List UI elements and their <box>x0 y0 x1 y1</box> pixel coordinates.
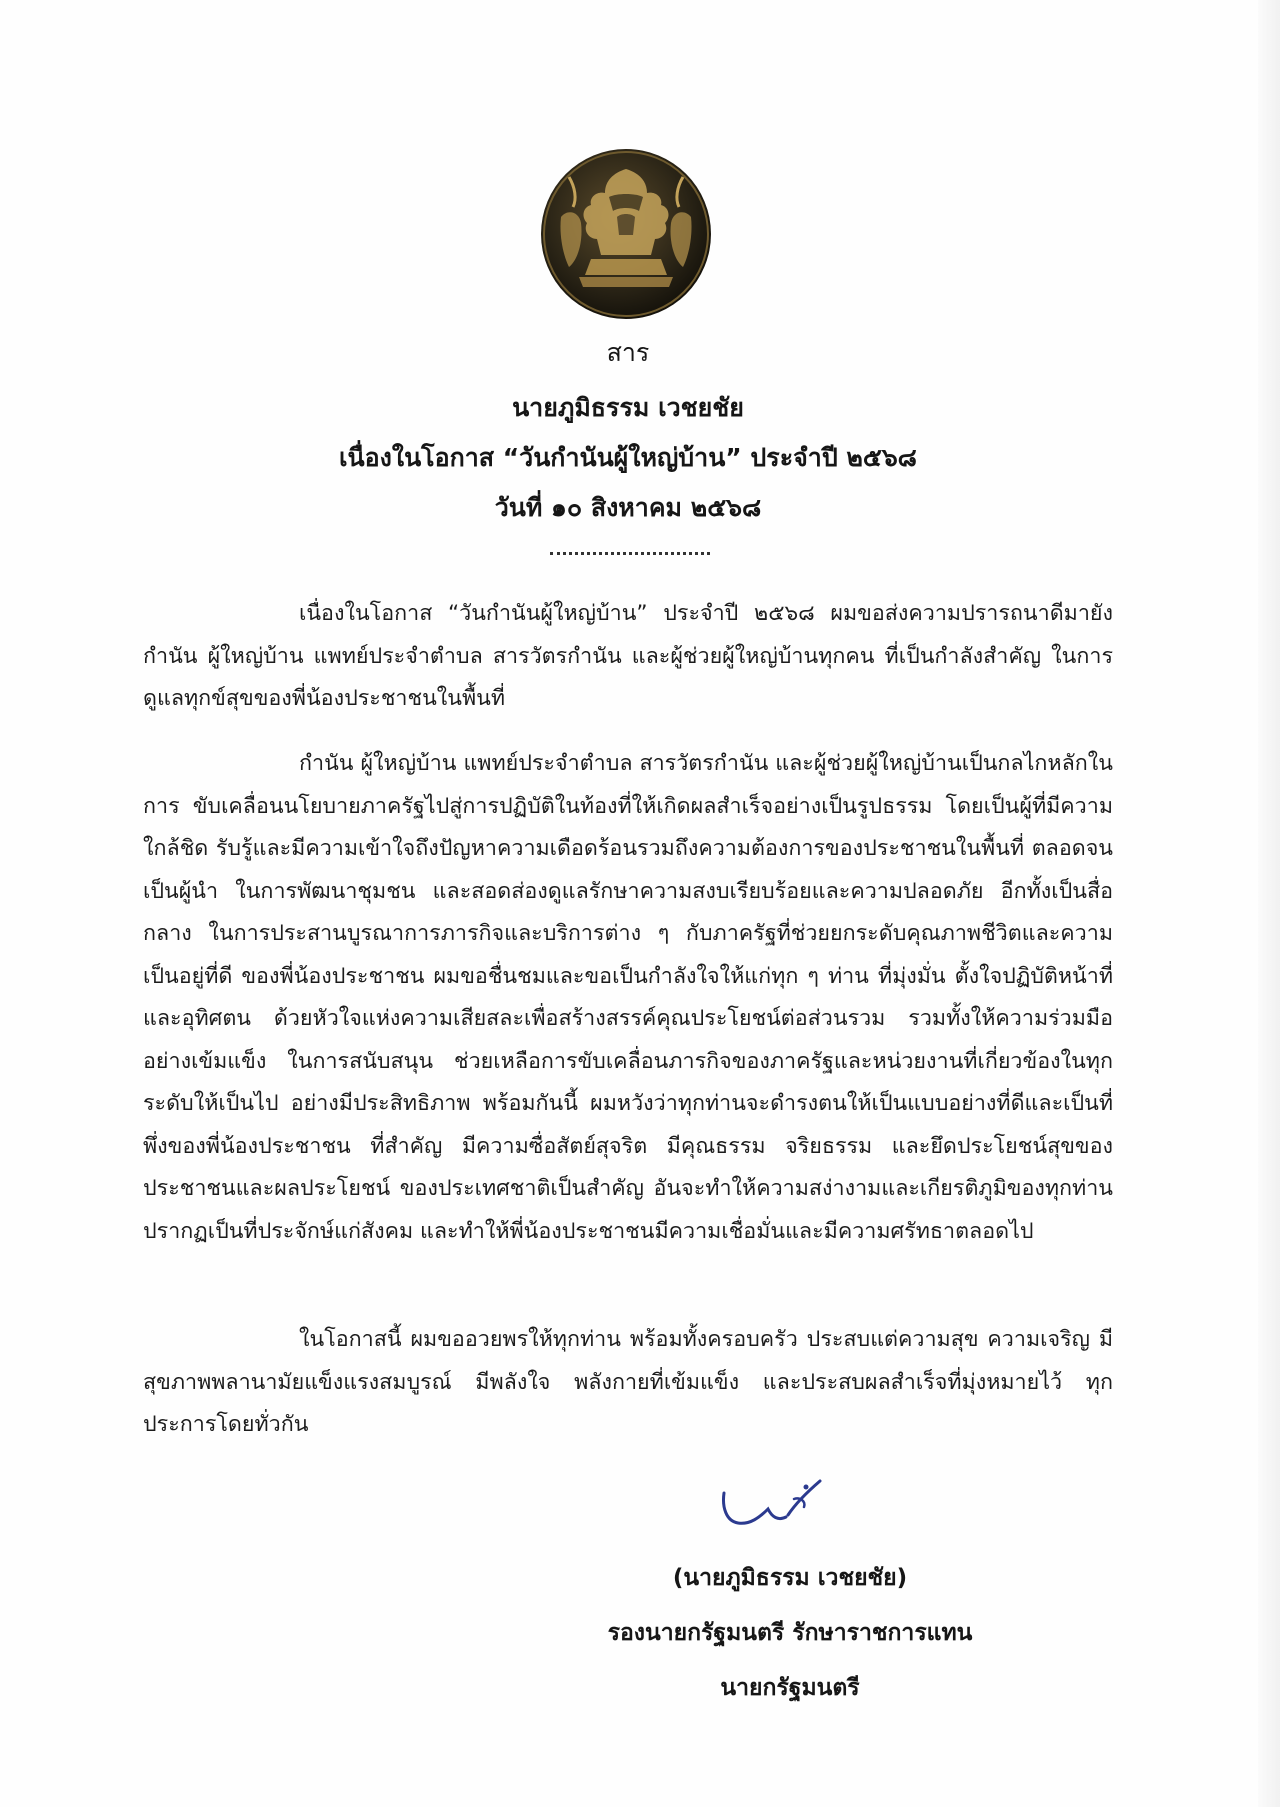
handwritten-signature-icon <box>716 1473 846 1543</box>
body-paragraph-text: กำนัน ผู้ใหญ่บ้าน แพทย์ประจำตำบล สารวัตรกำนัน และผู้ช่วยผู้ใหญ่บ้านเป็นกลไกหลักในการ ขับเคลื่อนนโยบายภาครัฐไปสู่การปฏิบัติในท้องที่ให้เกิดผลสำเร็จอย่างเป็นรูปธรรม โดยเป็นผู้ที่มีความใกล้ชิด รับรู้และมีความเข้าใจถึงปัญหาความเดือดร้อนรวมถึงความต้องการของประชาชนในพื้นที่ ตลอดจนเป็นผู้นำ ในการพัฒนาชุมชน และสอดส่องดูแลรักษาความสงบเรียบร้อยและความปลอดภัย อีกทั้งเป็นสื่อกลาง ในการประสานบูรณาการภารกิจและบริการต่าง ๆ กับภาครัฐที่ช่วยยกระดับคุณภาพชีวิตและความเป็นอยู่ที่ดี ของพี่น้องประชาชน ผมขอชื่นชมและขอเป็นกำลังใจให้แก่ทุก ๆ ท่าน ที่มุ่งมั่น ตั้งใจปฏิบัติหน้าที่และอุทิศตน ด้วยหัวใจแห่งความเสียสละเพื่อสร้างสรรค์คุณประโยชน์ต่อส่วนรวม รวมทั้งให้ความร่วมมืออย่างเข้มแข็ง ในการสนับสนุน ช่วยเหลือการขับเคลื่อนภารกิจของภาครัฐและหน่วยงานที่เกี่ยวข้องในทุกระดับให้เป็นไป อย่างมีประสิทธิภาพ พร้อมกันนี้ ผมหวังว่าทุกท่านจะดำรงตนให้เป็นแบบอย่างที่ดีและเป็นที่พึ่งของพี่น้องประชาชน ที่สำคัญ มีความซื่อสัตย์สุจริต มีคุณธรรม จริยธรรม และยึดประโยชน์สุขของประชาชนและผลประโยชน์ ของประเทศชาติเป็นสำคัญ อันจะทำให้ความสง่างามและเกียรติภูมิของทุกท่านปรากฏเป็นที่ประจักษ์แก่สังคม และทำให้พี่น้องประชาชนมีความเชื่อมั่นและมีความศรัทธาตลอดไป <box>143 751 1113 1244</box>
dotted-divider <box>550 552 710 555</box>
garuda-seal-icon <box>539 147 713 321</box>
body-paragraph-text: ในโอกาสนี้ ผมขออวยพรให้ทุกท่าน พร้อมทั้งครอบครัว ประสบแต่ความสุข ความเจริญ มีสุขภาพพลานามัยแข็งแรงสมบูรณ์ มีพลังใจ พลังกายที่เข้มแข็ง และประสบผลสำเร็จที่มุ่งหมายไว้ ทุกประการโดยทั่วกัน <box>143 1327 1113 1437</box>
letter-title: สาร <box>606 338 650 367</box>
body-paragraph <box>143 593 1113 721</box>
signatory-name: (นายภูมิธรรม เวชยชัย) <box>672 1565 908 1591</box>
sender-name-heading: นายภูมิธรรม เวชยชัย <box>512 393 744 422</box>
signatory-position: รองนายกรัฐมนตรี รักษาราชการแทน <box>607 1620 973 1646</box>
signatory-office: นายกรัฐมนตรี <box>720 1675 860 1701</box>
page-edge-shadow <box>1258 0 1280 1807</box>
body-paragraph-text: เนื่องในโอกาส “วันกำนันผู้ใหญ่บ้าน” ประจำปี ๒๕๖๘ ผมขอส่งความปรารถนาดีมายัง กำนัน ผู้ใหญ่บ้าน แพทย์ประจำตำบล สารวัตรกำนัน และผู้ช่วยผู้ใหญ่บ้านทุกคน ที่เป็นกำลังสำคัญ ในการดูแลทุกข์สุขของพี่น้องประชาชนในพื้นที่ <box>143 601 1113 711</box>
body-paragraph <box>143 1319 1113 1447</box>
occasion-heading: เนื่องในโอกาส “วันกำนันผู้ใหญ่บ้าน” ประจำปี ๒๕๖๘ <box>339 443 917 472</box>
body-paragraph <box>143 743 1113 1253</box>
date-heading: วันที่ ๑๐ สิงหาคม ๒๕๖๘ <box>494 493 762 522</box>
